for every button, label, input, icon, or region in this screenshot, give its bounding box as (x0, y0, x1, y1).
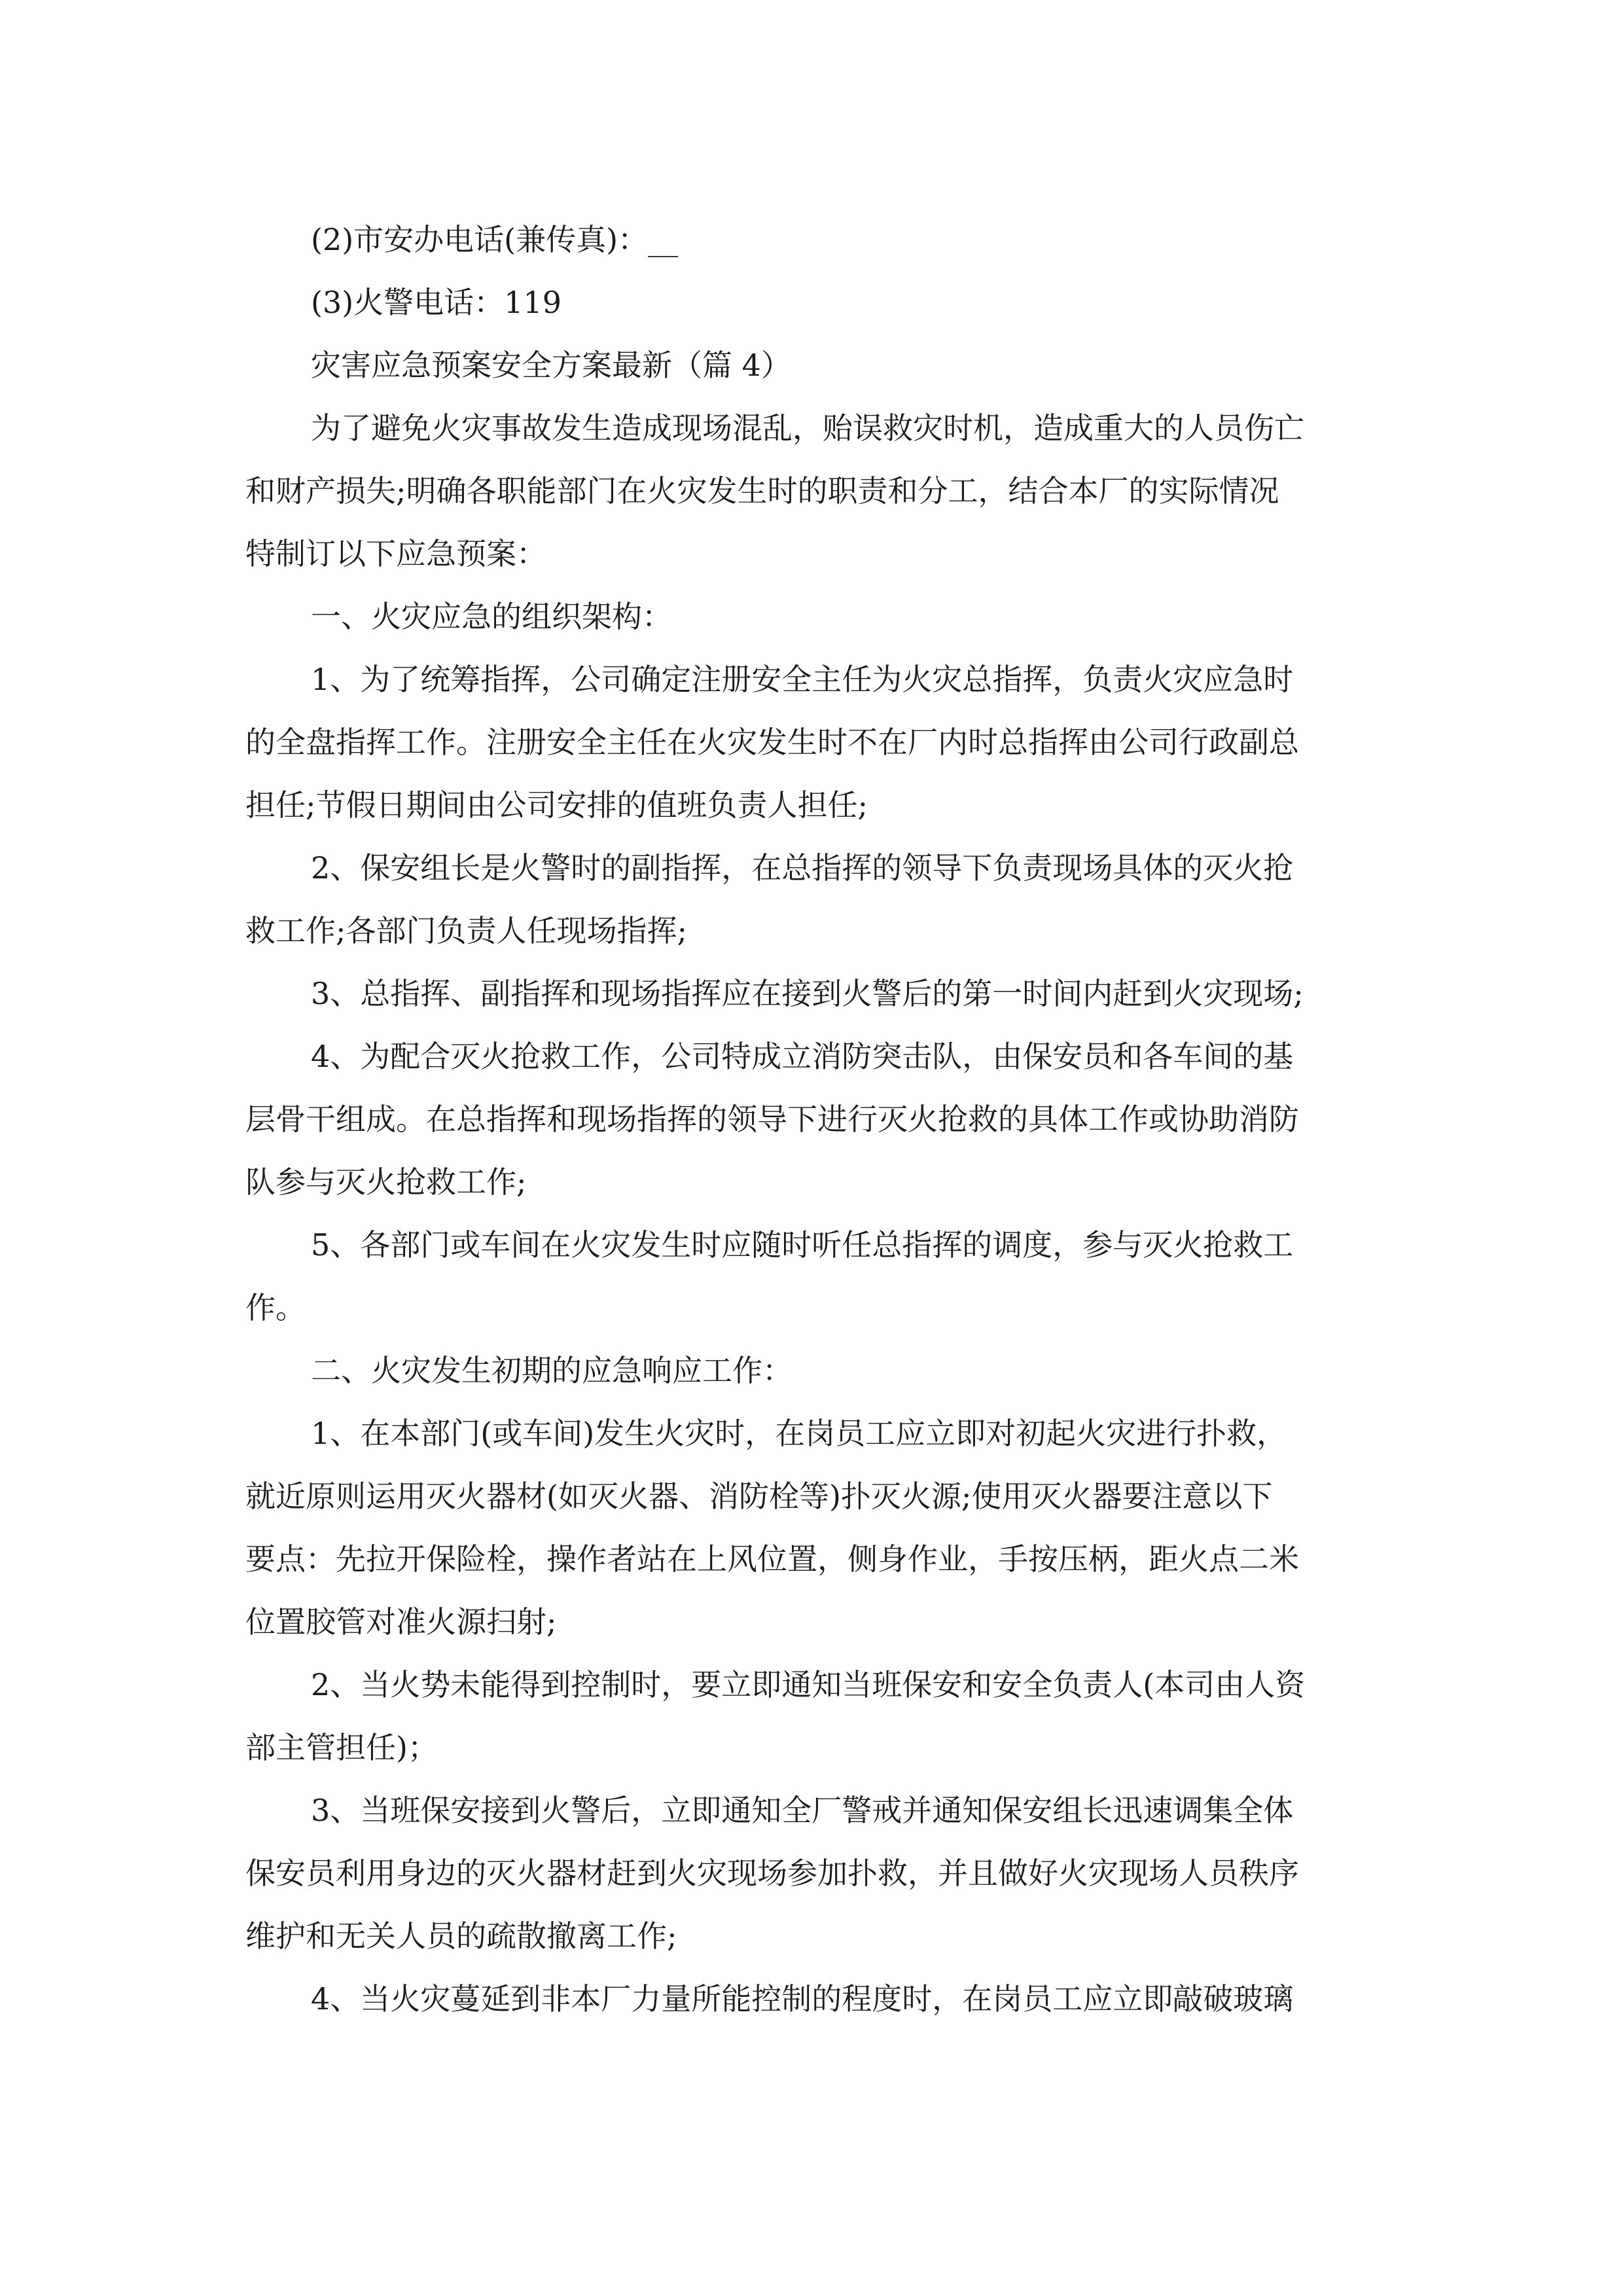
text-line: 部主管担任)； (245, 1730, 438, 1765)
text-line: 层骨干组成。在总指挥和现场指挥的领导下进行灭火抢救的具体工作或协助消防 (245, 1102, 1299, 1137)
text-line: 要点：先拉开保险栓，操作者站在上风位置，侧身作业，手按压柄，距火点二米 (245, 1541, 1299, 1577)
text-line: 4、为配合灭火抢救工作，公司特成立消防突击队，由保安员和各车间的基 (311, 1039, 1294, 1074)
text-line: 特制订以下应急预案： (245, 536, 546, 571)
text-line: 5、各部门或车间在火灾发生时应随时听任总指挥的调度，参与灭火抢救工 (311, 1227, 1294, 1263)
text-line: 的全盘指挥工作。注册安全主任在火灾发生时不在厂内时总指挥由公司行政副总 (245, 725, 1299, 760)
text-line: 2、保安组长是火警时的副指挥，在总指挥的领导下负责现场具体的灭火抢 (311, 850, 1294, 886)
text-line: 担任;节假日期间由公司安排的值班负责人担任; (245, 787, 868, 823)
text-line: 为了避免火灾事故发生造成现场混乱，贻误救灾时机，造成重大的人员伤亡 (311, 410, 1304, 446)
text-line: 救工作;各部门负责人任现场指挥; (245, 913, 687, 948)
text-line: 二、火灾发生初期的应急响应工作： (311, 1353, 793, 1388)
text-line: 位置胶管对准火源扫射; (245, 1604, 557, 1640)
text-line: 3、总指挥、副指挥和现场指挥应在接到火警后的第一时间内赶到火灾现场; (311, 976, 1304, 1011)
text-line: 和财产损失;明确各职能部门在火灾发生时的职责和分工，结合本厂的实际情况 (245, 473, 1279, 509)
text-line: (2)市安办电话(兼传真)：__ (311, 222, 679, 257)
text-line: 3、当班保安接到火警后，立即通知全厂警戒并通知保安组长迅速调集全体 (311, 1793, 1294, 1828)
text-line: 灾害应急预案安全方案最新（篇 4） (311, 348, 791, 383)
document-body (245, 208, 1378, 2030)
text-line: (3)火警电话：119 (311, 285, 562, 320)
text-line: 一、火灾应急的组织架构： (311, 599, 672, 634)
text-line: 2、当火势未能得到控制时，要立即通知当班保安和安全负责人(本司由人资 (311, 1667, 1306, 1702)
text-line: 维护和无关人员的疏散撤离工作; (245, 1918, 677, 1954)
text-line: 作。 (245, 1290, 306, 1325)
text-line: 就近原则运用灭火器材(如灭火器、消防栓等)扑灭火源;使用灭火器要注意以下 (245, 1479, 1273, 1514)
text-line: 队参与灭火抢救工作; (245, 1164, 527, 1200)
text-line: 1、在本部门(或车间)发生火灾时，在岗员工应立即对初起火灾进行扑救， (311, 1416, 1287, 1451)
text-line: 保安员利用身边的灭火器材赶到火灾现场参加扑救，并且做好火灾现场人员秩序 (245, 1856, 1299, 1891)
text-line: 4、当火灾蔓延到非本厂力量所能控制的程度时，在岗员工应立即敲破玻璃 (311, 1981, 1294, 2017)
text-line: 1、为了统筹指挥，公司确定注册安全主任为火灾总指挥，负责火灾应急时 (311, 662, 1294, 697)
